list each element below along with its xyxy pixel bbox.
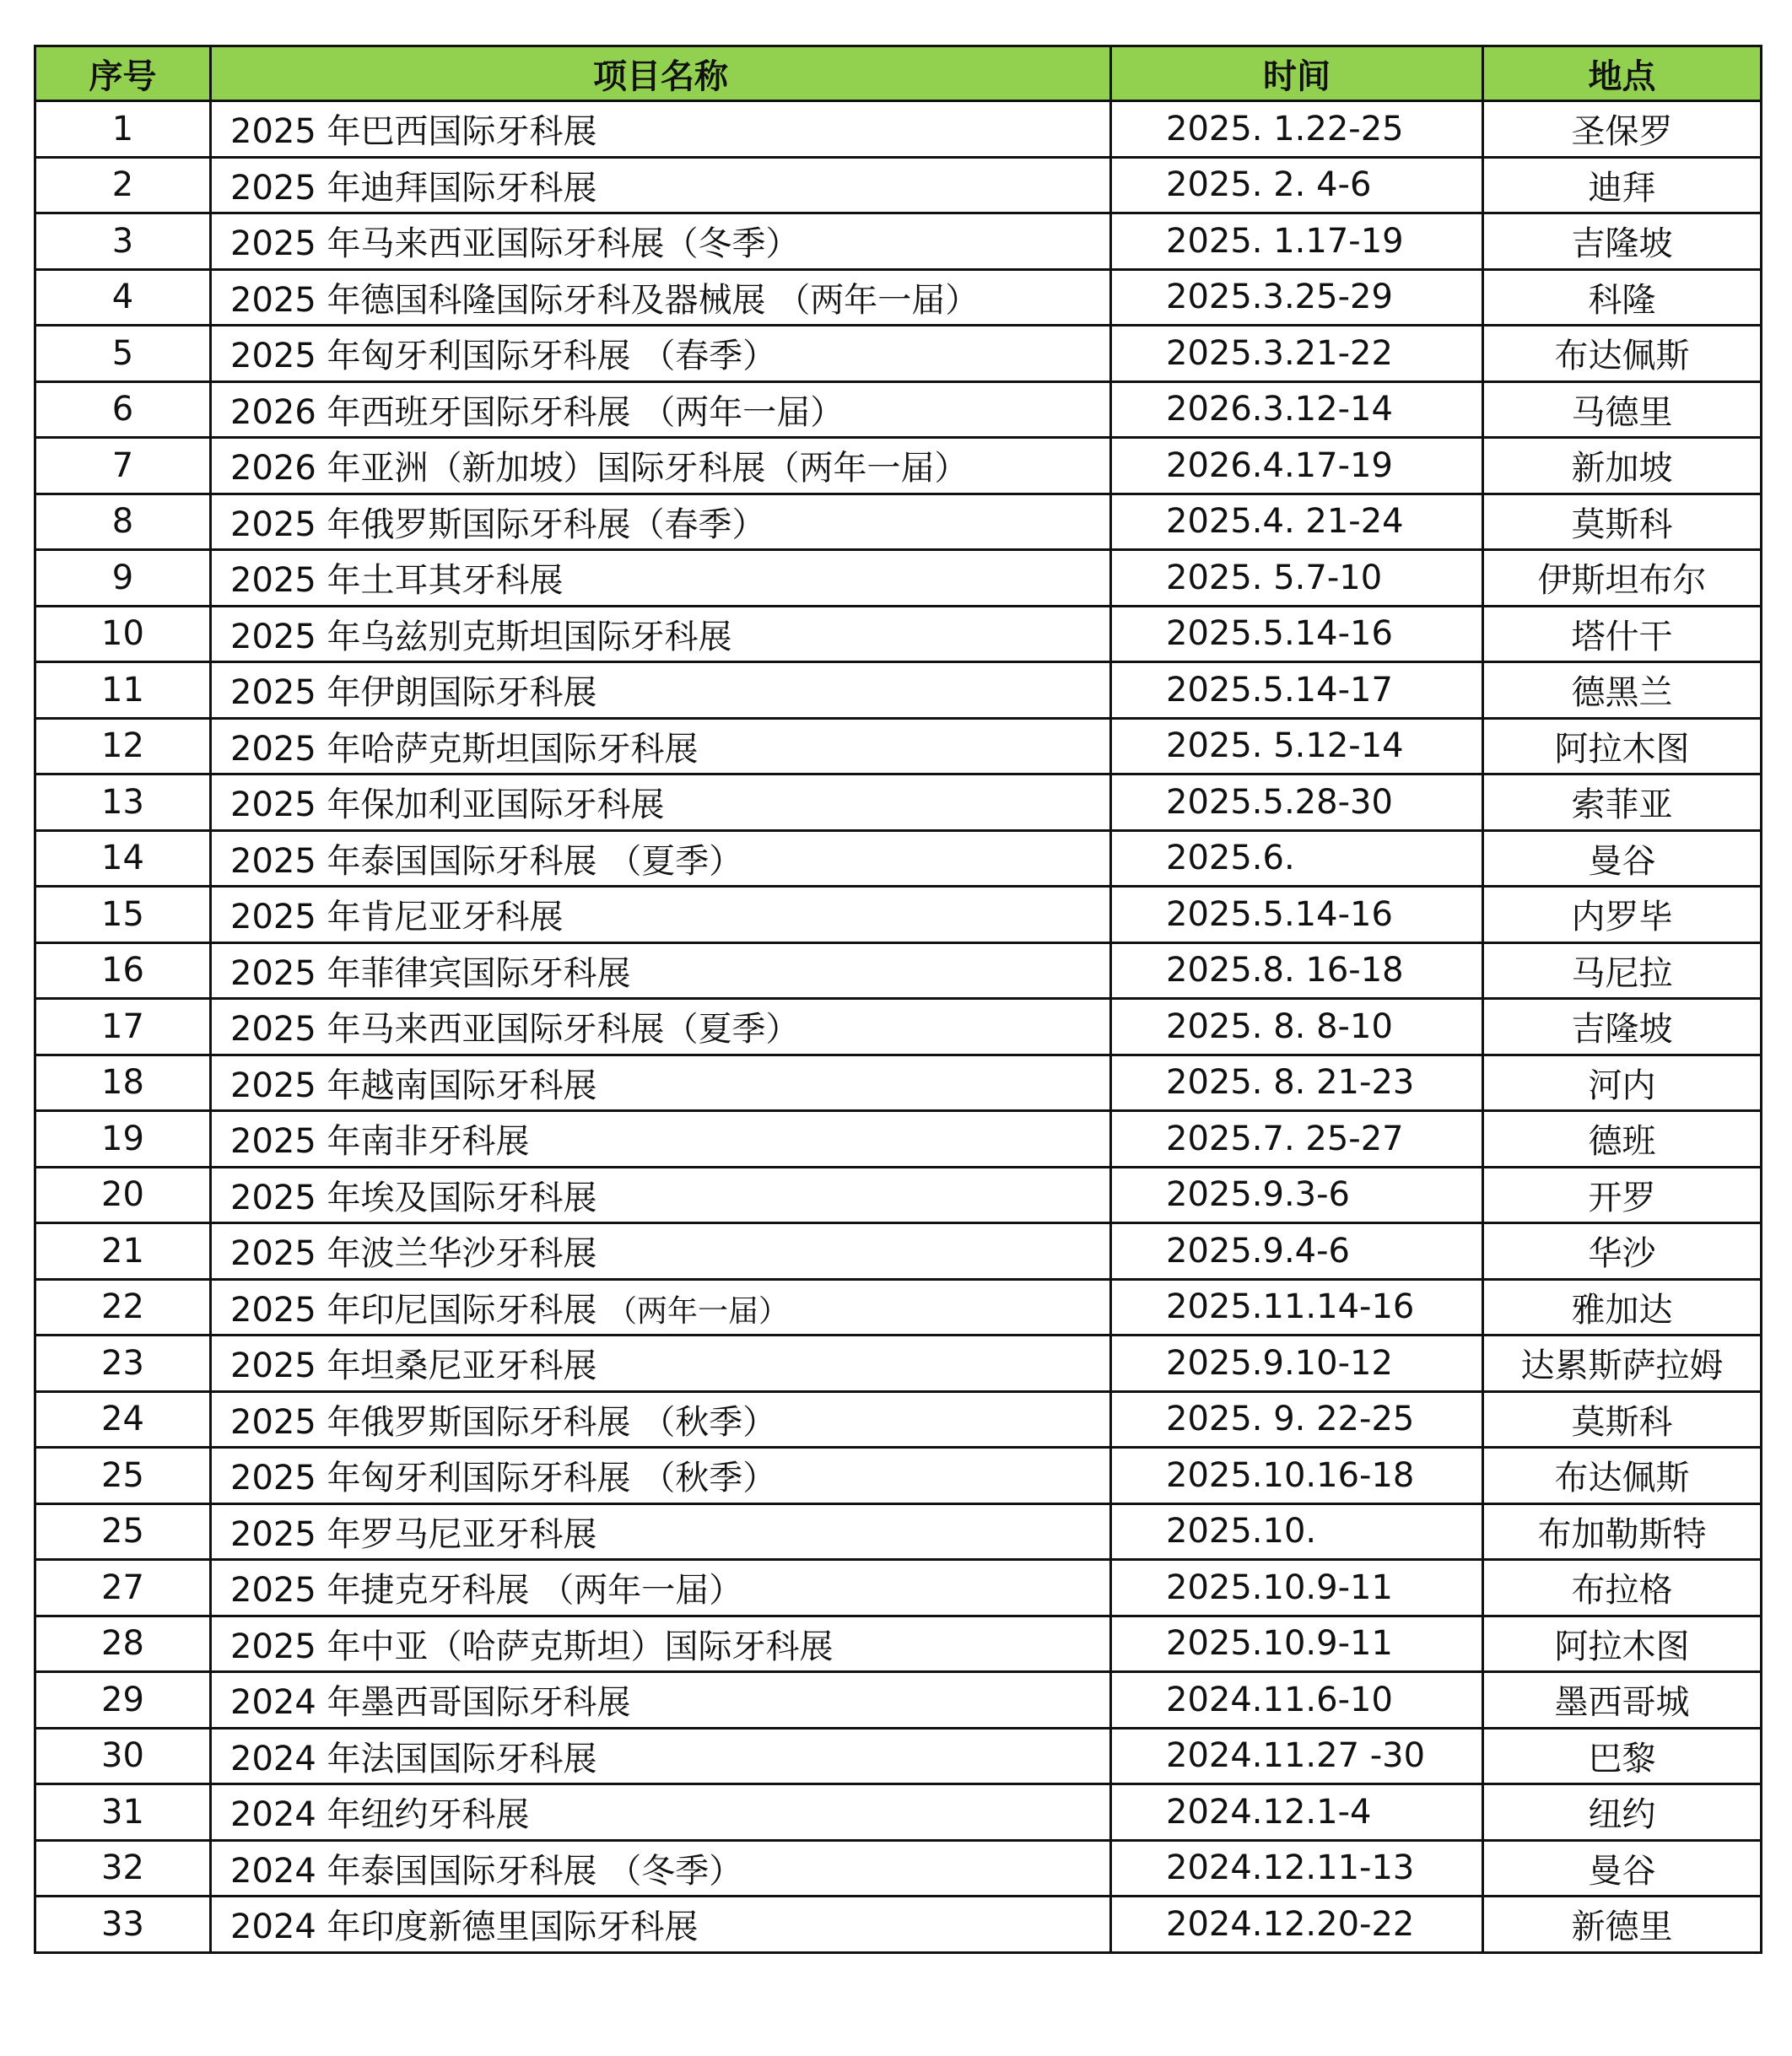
- row-project-name: 2025 年匈牙利国际牙科展 （秋季）: [230, 1459, 777, 1498]
- row-project-name-cell: [211, 1728, 1111, 1784]
- row-project-name: 2025 年哈萨克斯坦国际牙科展: [230, 729, 699, 769]
- row-location: 索菲亚: [1483, 774, 1762, 831]
- row-project-name: 2025 年中亚（哈萨克斯坦）国际牙科展: [230, 1627, 834, 1666]
- row-index: 15: [35, 887, 211, 943]
- row-time: 2025.9.10-12: [1111, 1336, 1483, 1392]
- row-project-name-cell: [211, 326, 1111, 382]
- row-project-name: 2025 年伊朗国际牙科展: [230, 673, 597, 713]
- row-index: 16: [35, 942, 211, 999]
- row-project-name-cell: [211, 213, 1111, 270]
- row-project-name: 2026 年亚洲（新加坡）国际牙科展（两年一届）: [230, 449, 969, 488]
- row-index: 29: [35, 1672, 211, 1729]
- row-time: 2025.10.9-11: [1111, 1560, 1483, 1616]
- table-row: [35, 326, 1762, 382]
- row-location: 河内: [1483, 1055, 1762, 1111]
- row-project-name-cell: [211, 494, 1111, 550]
- row-location: 开罗: [1483, 1167, 1762, 1223]
- table-row: [35, 1560, 1762, 1616]
- table-row: [35, 942, 1762, 999]
- header-index: 序号: [35, 46, 211, 101]
- table-row: [35, 1840, 1762, 1897]
- row-location: 布拉格: [1483, 1560, 1762, 1616]
- row-time: 2025.7. 25-27: [1111, 1111, 1483, 1168]
- exhibition-table: [34, 45, 1762, 1954]
- row-project-name: 2024 年泰国国际牙科展 （冬季）: [230, 1851, 743, 1891]
- row-index: 9: [35, 550, 211, 607]
- row-project-name-cell: [211, 1336, 1111, 1392]
- row-index: 6: [35, 381, 211, 438]
- row-index: 19: [35, 1111, 211, 1168]
- row-index: 33: [35, 1897, 211, 1953]
- row-project-name: 2024 年纽约牙科展: [230, 1795, 530, 1835]
- row-project-name: 2025 年罗马尼亚牙科展: [230, 1514, 597, 1554]
- row-index: 1: [35, 101, 211, 158]
- row-time: 2025. 9. 22-25: [1111, 1391, 1483, 1448]
- row-location: 科隆: [1483, 269, 1762, 326]
- table-row: [35, 1111, 1762, 1168]
- table-row: [35, 830, 1762, 887]
- row-time: 2024.11.6-10: [1111, 1672, 1483, 1729]
- row-project-name: 2025 年波兰华沙牙科展: [230, 1234, 597, 1274]
- row-project-name: 2025 年印尼国际牙科展: [230, 1290, 597, 1330]
- table-row: [35, 494, 1762, 550]
- row-time: 2025.10.9-11: [1111, 1616, 1483, 1672]
- row-index: 5: [35, 326, 211, 382]
- row-time: 2025.5.28-30: [1111, 774, 1483, 831]
- row-index: 8: [35, 494, 211, 550]
- row-project-name: 2025 年坦桑尼亚牙科展: [230, 1346, 597, 1386]
- row-project-name-cell: [211, 774, 1111, 831]
- table-row: [35, 550, 1762, 607]
- row-location: 迪拜: [1483, 157, 1762, 213]
- row-index: 17: [35, 999, 211, 1055]
- row-time: 2025.10.: [1111, 1503, 1483, 1560]
- header-project-name: 项目名称: [211, 46, 1111, 101]
- row-index: 11: [35, 662, 211, 719]
- row-location: 达累斯萨拉姆: [1483, 1336, 1762, 1392]
- table-header: [35, 46, 1762, 101]
- row-project-name-cell: [211, 1223, 1111, 1280]
- row-index: 25: [35, 1503, 211, 1560]
- row-time: 2025.6.: [1111, 830, 1483, 887]
- row-project-name-cell: [211, 1897, 1111, 1953]
- table-row: [35, 1503, 1762, 1560]
- row-project-name-cell: [211, 101, 1111, 158]
- row-project-name: 2025 年马来西亚国际牙科展（夏季）: [230, 1010, 800, 1050]
- row-location: 阿拉木图: [1483, 1616, 1762, 1672]
- row-project-name: 2024 年印度新德里国际牙科展: [230, 1908, 699, 1947]
- table-row: [35, 1672, 1762, 1729]
- row-index: 18: [35, 1055, 211, 1111]
- row-project-name: 2025 年菲律宾国际牙科展: [230, 953, 631, 993]
- row-project-name-cell: [211, 1391, 1111, 1448]
- row-project-name-cell: [211, 942, 1111, 999]
- row-index: 31: [35, 1784, 211, 1841]
- row-location: 伊斯坦布尔: [1483, 550, 1762, 607]
- row-project-name-cell: [211, 606, 1111, 662]
- row-time: 2025.10.16-18: [1111, 1448, 1483, 1504]
- row-index: 10: [35, 606, 211, 662]
- row-project-name: 2025 年俄罗斯国际牙科展（春季）: [230, 505, 766, 544]
- row-project-name: 2025 年越南国际牙科展: [230, 1066, 597, 1105]
- row-location: 布加勒斯特: [1483, 1503, 1762, 1560]
- row-project-name: 2025 年保加利亚国际牙科展: [230, 785, 665, 825]
- row-project-name-cell: [211, 887, 1111, 943]
- row-project-name-cell: [211, 1167, 1111, 1223]
- row-time: 2025. 1.22-25: [1111, 101, 1483, 158]
- table-row: [35, 101, 1762, 158]
- row-location: 圣保罗: [1483, 101, 1762, 158]
- row-index: 20: [35, 1167, 211, 1223]
- row-index: 14: [35, 830, 211, 887]
- row-time: 2025.8. 16-18: [1111, 942, 1483, 999]
- row-project-name-cell: [211, 438, 1111, 494]
- row-project-name-cell: [211, 999, 1111, 1055]
- table-row: [35, 1616, 1762, 1672]
- table-row: [35, 1448, 1762, 1504]
- row-project-name-cell: [211, 1448, 1111, 1504]
- row-time: 2025. 5.12-14: [1111, 718, 1483, 774]
- row-location: 吉隆坡: [1483, 213, 1762, 270]
- row-time: 2025. 8. 21-23: [1111, 1055, 1483, 1111]
- row-index: 12: [35, 718, 211, 774]
- row-location: 莫斯科: [1483, 1391, 1762, 1448]
- row-project-note: （两年一届）: [596, 1293, 789, 1329]
- row-project-name-cell: [211, 1503, 1111, 1560]
- row-location: 雅加达: [1483, 1279, 1762, 1336]
- exhibition-table-container: [34, 45, 1760, 1954]
- header-location: 地点: [1483, 46, 1762, 101]
- row-project-name: 2024 年法国国际牙科展: [230, 1739, 597, 1778]
- row-time: 2024.11.27 -30: [1111, 1728, 1483, 1784]
- row-project-name-cell: [211, 1784, 1111, 1841]
- row-project-name-cell: [211, 1560, 1111, 1616]
- row-time: 2026.3.12-14: [1111, 381, 1483, 438]
- row-project-name: 2025 年马来西亚国际牙科展（冬季）: [230, 224, 800, 264]
- row-index: 24: [35, 1391, 211, 1448]
- row-project-name: 2025 年乌兹别克斯坦国际牙科展: [230, 617, 732, 656]
- row-index: 27: [35, 1560, 211, 1616]
- row-project-name: 2025 年迪拜国际牙科展: [230, 168, 597, 208]
- table-row: [35, 774, 1762, 831]
- row-time: 2025.4. 21-24: [1111, 494, 1483, 550]
- row-location: 布达佩斯: [1483, 1448, 1762, 1504]
- row-project-name-cell: [211, 830, 1111, 887]
- row-location: 纽约: [1483, 1784, 1762, 1841]
- table-body: [35, 101, 1762, 1953]
- row-location: 内罗毕: [1483, 887, 1762, 943]
- row-location: 新德里: [1483, 1897, 1762, 1953]
- row-location: 德黑兰: [1483, 662, 1762, 719]
- table-row: [35, 157, 1762, 213]
- table-row: [35, 1279, 1762, 1336]
- row-project-name-cell: [211, 1279, 1111, 1336]
- row-project-name: 2026 年西班牙国际牙科展 （两年一届）: [230, 392, 845, 432]
- row-location: 墨西哥城: [1483, 1672, 1762, 1729]
- row-project-name: 2025 年捷克牙科展 （两年一届）: [230, 1571, 743, 1611]
- row-time: 2024.12.11-13: [1111, 1840, 1483, 1897]
- table-row: [35, 718, 1762, 774]
- row-project-name: 2024 年墨西哥国际牙科展: [230, 1683, 631, 1723]
- row-index: 3: [35, 213, 211, 270]
- row-project-name-cell: [211, 1055, 1111, 1111]
- row-time: 2025.9.3-6: [1111, 1167, 1483, 1223]
- table-row: [35, 438, 1762, 494]
- row-time: 2024.12.1-4: [1111, 1784, 1483, 1841]
- row-time: 2025.3.21-22: [1111, 326, 1483, 382]
- row-project-name: 2025 年德国科隆国际牙科及器械展 （两年一届）: [230, 280, 980, 320]
- row-location: 曼谷: [1483, 830, 1762, 887]
- row-index: 13: [35, 774, 211, 831]
- row-project-name-cell: [211, 1111, 1111, 1168]
- table-row: [35, 887, 1762, 943]
- row-project-name-cell: [211, 381, 1111, 438]
- row-time: 2025. 1.17-19: [1111, 213, 1483, 270]
- row-project-name-cell: [211, 718, 1111, 774]
- row-location: 巴黎: [1483, 1728, 1762, 1784]
- table-row: [35, 662, 1762, 719]
- row-project-name-cell: [211, 157, 1111, 213]
- row-project-name-cell: [211, 269, 1111, 326]
- row-project-name: 2025 年土耳其牙科展: [230, 561, 564, 601]
- row-time: 2025.5.14-16: [1111, 606, 1483, 662]
- table-row: [35, 213, 1762, 270]
- table-row: [35, 1897, 1762, 1953]
- row-time: 2025. 2. 4-6: [1111, 157, 1483, 213]
- row-index: 7: [35, 438, 211, 494]
- row-project-name: 2025 年俄罗斯国际牙科展 （秋季）: [230, 1402, 777, 1442]
- table-row: [35, 999, 1762, 1055]
- row-index: 28: [35, 1616, 211, 1672]
- row-location: 塔什干: [1483, 606, 1762, 662]
- table-row: [35, 606, 1762, 662]
- row-project-name-cell: [211, 1840, 1111, 1897]
- table-row: [35, 1167, 1762, 1223]
- row-time: 2025.5.14-16: [1111, 887, 1483, 943]
- table-row: [35, 269, 1762, 326]
- row-location: 华沙: [1483, 1223, 1762, 1280]
- row-location: 曼谷: [1483, 1840, 1762, 1897]
- row-time: 2025.3.25-29: [1111, 269, 1483, 326]
- row-time: 2025.11.14-16: [1111, 1279, 1483, 1336]
- row-index: 2: [35, 157, 211, 213]
- row-location: 德班: [1483, 1111, 1762, 1168]
- row-project-name: 2025 年匈牙利国际牙科展 （春季）: [230, 337, 777, 376]
- row-time: 2024.12.20-22: [1111, 1897, 1483, 1953]
- row-project-name: 2025 年南非牙科展: [230, 1122, 530, 1162]
- table-row: [35, 1223, 1762, 1280]
- table-row: [35, 1055, 1762, 1111]
- row-project-name: 2025 年埃及国际牙科展: [230, 1178, 597, 1217]
- row-index: 23: [35, 1336, 211, 1392]
- row-time: 2025.5.14-17: [1111, 662, 1483, 719]
- row-location: 新加坡: [1483, 438, 1762, 494]
- row-time: 2025.9.4-6: [1111, 1223, 1483, 1280]
- row-location: 马尼拉: [1483, 942, 1762, 999]
- row-project-name: 2025 年泰国国际牙科展 （夏季）: [230, 841, 743, 881]
- row-index: 21: [35, 1223, 211, 1280]
- row-index: 4: [35, 269, 211, 326]
- row-location: 吉隆坡: [1483, 999, 1762, 1055]
- table-row: [35, 381, 1762, 438]
- header-row: [35, 46, 1762, 101]
- row-index: 32: [35, 1840, 211, 1897]
- row-time: 2025. 8. 8-10: [1111, 999, 1483, 1055]
- row-index: 25: [35, 1448, 211, 1504]
- row-project-name: 2025 年肯尼亚牙科展: [230, 898, 564, 937]
- table-row: [35, 1728, 1762, 1784]
- row-project-name: 2025 年巴西国际牙科展: [230, 112, 597, 152]
- row-location: 马德里: [1483, 381, 1762, 438]
- row-project-name-cell: [211, 1616, 1111, 1672]
- table-row: [35, 1391, 1762, 1448]
- row-location: 莫斯科: [1483, 494, 1762, 550]
- row-index: 30: [35, 1728, 211, 1784]
- row-location: 阿拉木图: [1483, 718, 1762, 774]
- table-row: [35, 1784, 1762, 1841]
- header-time: 时间: [1111, 46, 1483, 101]
- row-location: 布达佩斯: [1483, 326, 1762, 382]
- row-project-name-cell: [211, 662, 1111, 719]
- row-index: 22: [35, 1279, 211, 1336]
- table-row: [35, 1336, 1762, 1392]
- row-project-name-cell: [211, 550, 1111, 607]
- row-time: 2026.4.17-19: [1111, 438, 1483, 494]
- row-project-name-cell: [211, 1672, 1111, 1729]
- row-time: 2025. 5.7-10: [1111, 550, 1483, 607]
